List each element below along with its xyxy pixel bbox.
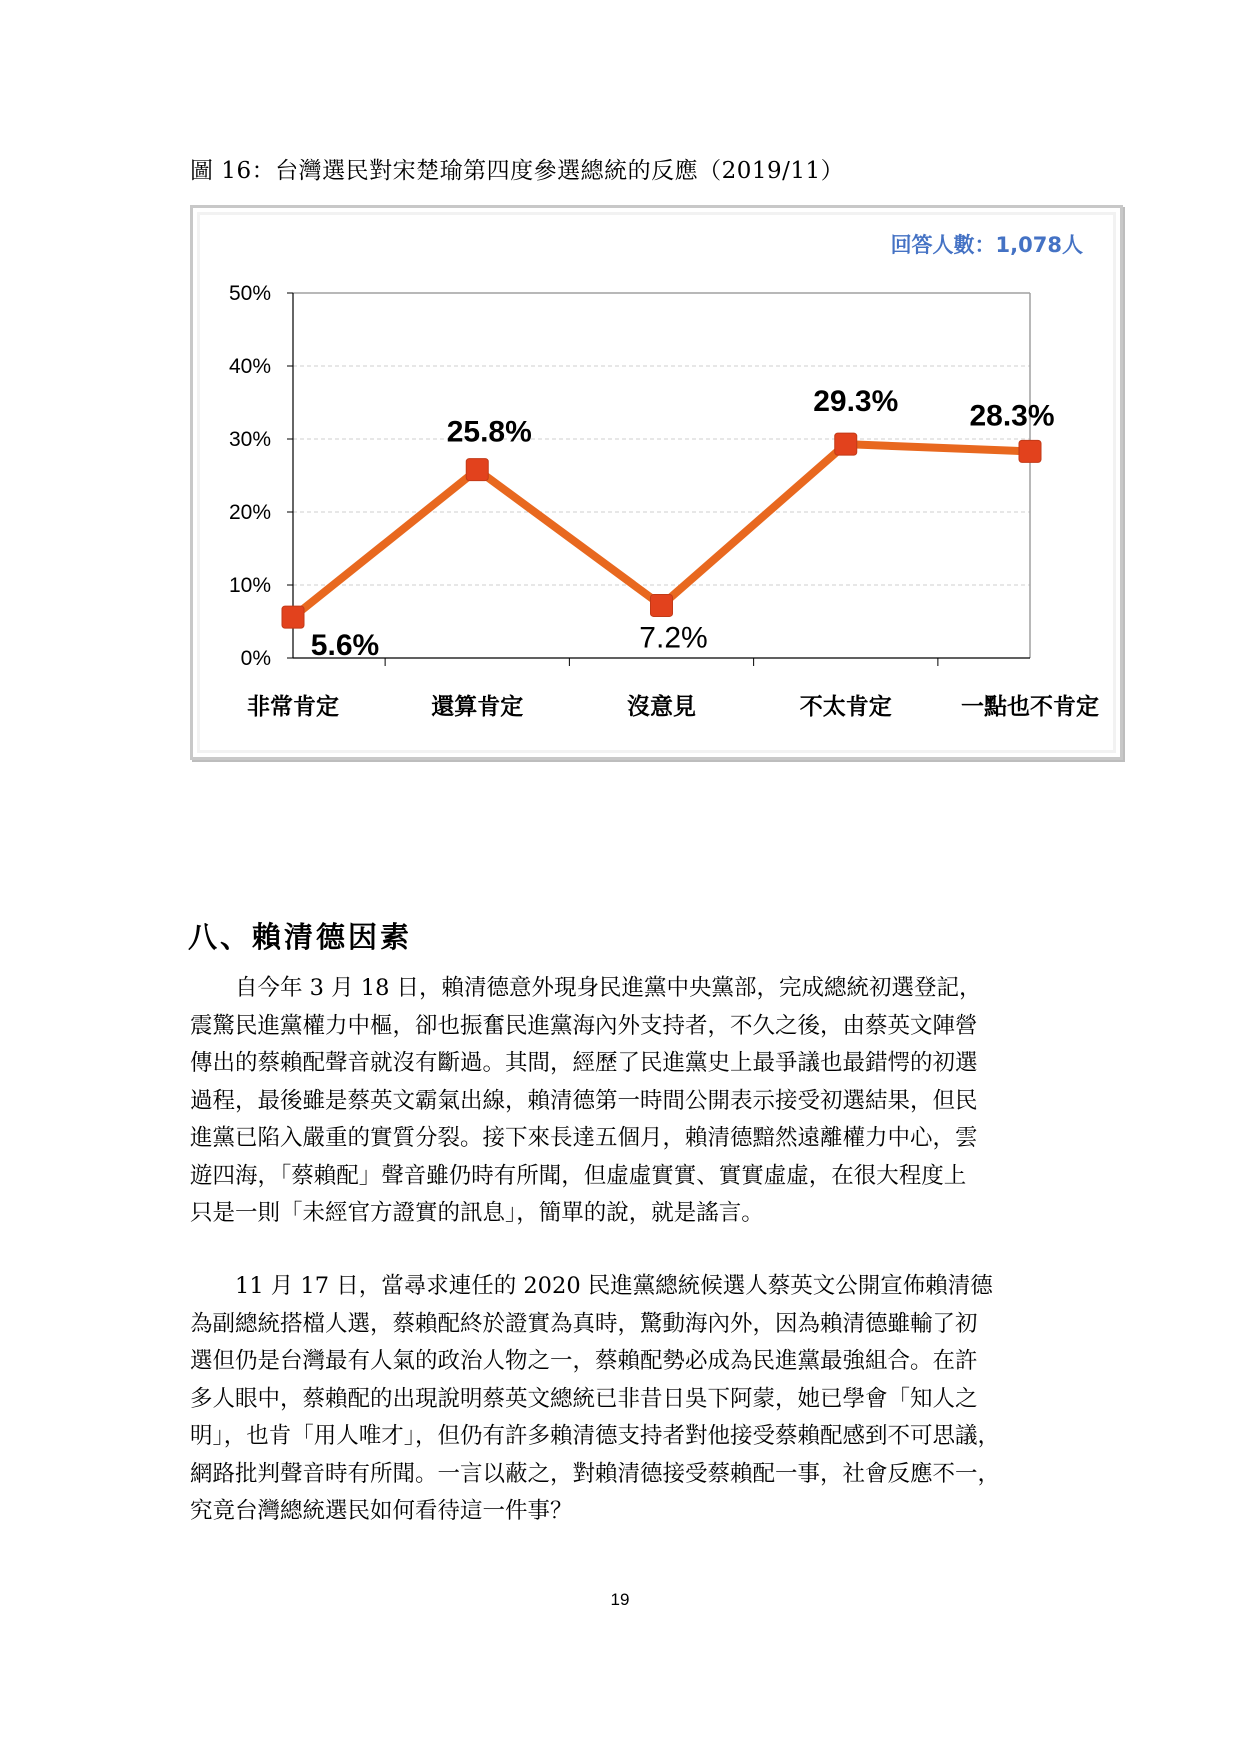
data-labels xyxy=(311,385,1055,662)
data-point-marker xyxy=(1019,440,1041,462)
figure-caption: 圖 16：台灣選民對宋楚瑜第四度參選總統的反應（2019/11） xyxy=(190,158,845,184)
data-point-marker xyxy=(651,594,673,616)
x-category-label: 不太肯定 xyxy=(799,694,892,720)
paragraph-line: 震驚民進黨權力中樞，卻也振奮民進黨海內外支持者，不久之後，由蔡英文陣營 xyxy=(190,1012,978,1039)
data-label: 25.8% xyxy=(446,415,532,449)
paragraph-line: 進黨已陷入嚴重的實質分裂。接下來長達五個月，賴清德黯然遠離權力中心，雲 xyxy=(190,1125,978,1151)
paragraph-line: 究竟台灣總統選民如何看待這一件事？ xyxy=(190,1498,573,1524)
data-label: 5.6% xyxy=(310,629,380,663)
y-tick-label: 50% xyxy=(228,282,271,305)
data-point-marker xyxy=(282,606,304,628)
series-line xyxy=(282,433,1041,628)
paragraph-line: 明」，也肯「用人唯才」，但仍有許多賴清德支持者對他接受蔡賴配感到不可思議， xyxy=(190,1423,1001,1449)
paragraph-line: 過程，最後雖是蔡英文霸氣出線，賴清德第一時間公開表示接受初選結果，但民 xyxy=(190,1087,978,1114)
paragraph-line: 只是一則「未經官方證實的訊息」，簡單的說，就是謠言。 xyxy=(190,1200,764,1226)
paragraph-line: 選但仍是台灣最有人氣的政治人物之一，蔡賴配勢必成為民進黨最強組合。在許 xyxy=(190,1348,978,1374)
paragraph-line: 多人眼中，蔡賴配的出現說明蔡英文總統已非昔日吳下阿蒙，她已學會「知人之 xyxy=(190,1385,978,1412)
line-chart xyxy=(193,208,1126,763)
paragraph-line: 為副總統搭檔人選，蔡賴配終於證實為真時，驚動海內外，因為賴清德雖輸了初 xyxy=(190,1310,978,1337)
y-tick-label: 10% xyxy=(228,574,271,597)
y-tick-label: 40% xyxy=(228,355,271,378)
gridlines xyxy=(293,366,1030,585)
y-tick-label: 20% xyxy=(228,501,271,524)
y-tick-label: 0% xyxy=(240,647,271,670)
paragraph-2 xyxy=(190,1268,1050,1531)
y-tick-labels xyxy=(229,282,271,670)
x-category-label: 還算肯定 xyxy=(431,694,524,720)
series-line-path xyxy=(293,444,1030,617)
paragraph-1 xyxy=(190,970,1050,1233)
paragraph-line: 傳出的蔡賴配聲音就沒有斷過。其間，經歷了民進黨史上最爭議也最錯愕的初選 xyxy=(190,1050,978,1076)
data-point-marker xyxy=(466,459,488,481)
paragraph-line: 網路批判聲音時有所聞。一言以蔽之，對賴清德接受蔡賴配一事，社會反應不一， xyxy=(190,1460,1001,1487)
section-heading: 八、賴清德因素 xyxy=(188,920,413,954)
y-tick-label: 30% xyxy=(228,428,271,451)
x-category-labels xyxy=(247,693,1099,720)
x-category-label: 沒意見 xyxy=(627,694,696,720)
x-category-label: 一點也不肯定 xyxy=(961,694,1099,720)
chart-frame xyxy=(190,205,1123,760)
data-label: 29.3% xyxy=(813,385,899,419)
paragraph-line: 遊四海，「蔡賴配」聲音雖仍時有所聞，但虛虛實實、實實虛虛，在很大程度上 xyxy=(190,1162,967,1189)
respondents-count: 回答人數：1,078人 xyxy=(890,233,1083,257)
paragraph-line: 自今年 3 月 18 日，賴清德意外現身民進黨中央黨部，完成總統初選登記， xyxy=(235,975,982,1001)
page-number: 19 xyxy=(610,1590,630,1609)
data-label: 28.3% xyxy=(969,399,1055,433)
x-category-label: 非常肯定 xyxy=(247,694,339,720)
data-label: 7.2% xyxy=(639,621,708,655)
paragraph-line: 11 月 17 日，當尋求連任的 2020 民進黨總統候選人蔡英文公開宣佈賴清德 xyxy=(235,1273,993,1299)
data-point-marker xyxy=(835,433,857,455)
